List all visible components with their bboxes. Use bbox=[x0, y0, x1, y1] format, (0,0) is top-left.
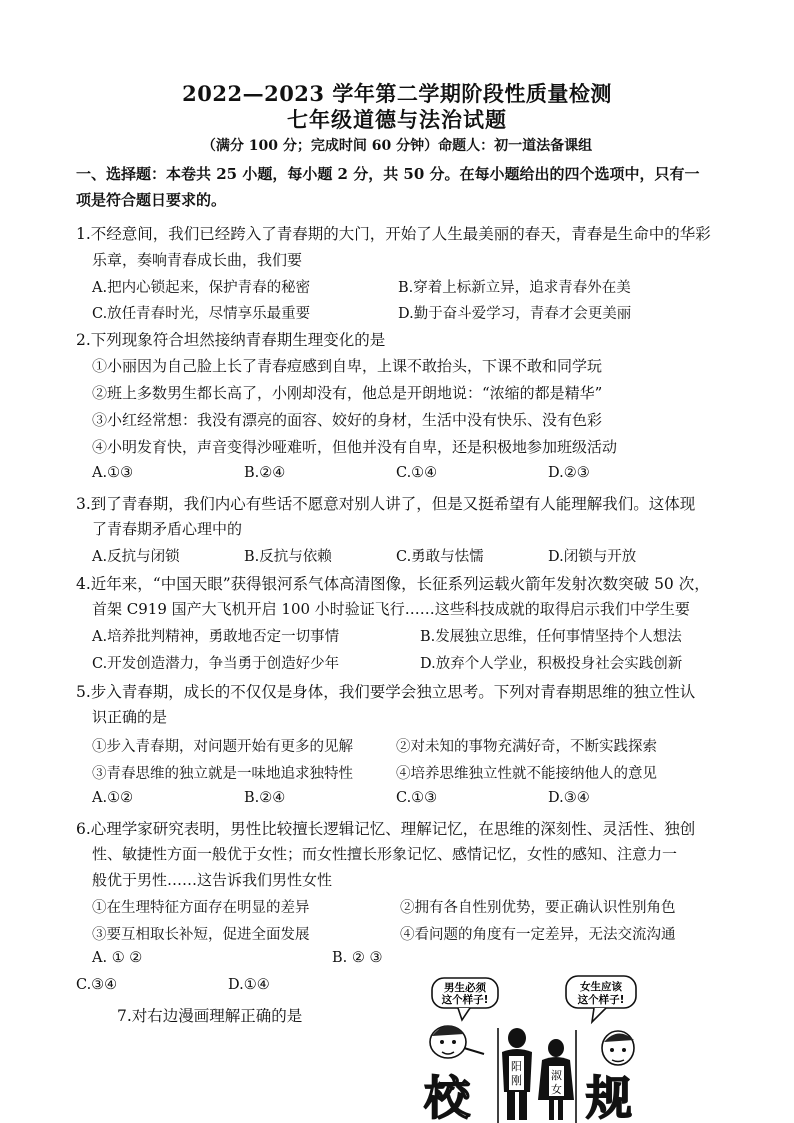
label-male-2: 刚 bbox=[511, 1074, 522, 1087]
question-5-option-c: C.①③ bbox=[396, 790, 438, 806]
question-4-stem-cont: 首架 C919 国产大飞机开启 100 小时验证飞行……这些科技成就的取得启示我们中学生要 bbox=[92, 600, 690, 618]
question-6-statement-2: ②拥有各自性别优势，要正确认识性别角色 bbox=[400, 900, 676, 916]
question-6-option-d: D.①④ bbox=[228, 977, 270, 993]
question-3-stem-cont: 了青春期矛盾心理中的 bbox=[92, 520, 243, 538]
question-1-option-b: B.穿着上标新立异，追求青春外在美 bbox=[398, 280, 631, 296]
cartoon-char-left: 校 bbox=[424, 1071, 470, 1123]
question-5-statement-3: ③青春思维的独立就是一味地追求独特性 bbox=[92, 766, 353, 782]
question-1-stem-cont: 乐章，奏响青春成长曲，我们要 bbox=[92, 251, 303, 269]
bubble-right-line-1: 女生应该 bbox=[580, 981, 622, 993]
question-5-stem-cont: 识正确的是 bbox=[92, 708, 168, 726]
bubble-left-line-1: 男生必须 bbox=[444, 982, 486, 994]
bubble-left-line-2: 这个样子! bbox=[441, 994, 489, 1006]
question-4-option-a: A.培养批判精神，勇敢地否定一切事情 bbox=[92, 629, 340, 645]
question-5-statement-4: ④培养思维独立性就不能接纳他人的意见 bbox=[396, 766, 657, 782]
teacher-figure-left bbox=[424, 1025, 484, 1123]
question-1-option-c: C.放任青春时光，尽情享乐最重要 bbox=[92, 306, 311, 322]
teacher-figure-right bbox=[586, 1031, 634, 1123]
cartoon-char-right: 规 bbox=[586, 1071, 632, 1123]
question-5-statement-1: ①步入青春期，对问题开始有更多的见解 bbox=[92, 739, 353, 755]
question-2-option-c: C.①④ bbox=[396, 465, 438, 481]
question-6-stem-cont-2: 般优于男性……这告诉我们男性女性 bbox=[92, 871, 333, 889]
speech-bubble-left bbox=[432, 978, 498, 1020]
question-4-stem: 4.近年来，“中国天眼”获得银河系气体高清图像，长征系列运载火箭年发射次数突破 50 次， bbox=[76, 575, 710, 593]
question-4-option-c: C.开发创造潜力，争当勇于创造好少年 bbox=[92, 656, 340, 672]
exam-title: 2022—2023 学年第二学期阶段性质量检测 bbox=[182, 81, 612, 106]
question-1-option-d: D.勤于奋斗爱学习，青春才会更美丽 bbox=[398, 306, 632, 322]
question-6-stem: 6.心理学家研究表明，男性比较擅长逻辑记忆、理解记忆，在思维的深刻性、灵活性、独创 bbox=[76, 820, 696, 838]
question-6-statement-3: ③要互相取长补短，促进全面发展 bbox=[92, 927, 310, 943]
question-6-option-c: C.③④ bbox=[76, 977, 118, 993]
question-2-stem: 2.下列现象符合坦然接纳青春期生理变化的是 bbox=[76, 331, 386, 349]
question-3-option-b: B.反抗与依赖 bbox=[244, 549, 332, 565]
section-intro-line-2: 项是符合题日要求的。 bbox=[76, 191, 227, 209]
question-3-stem: 3.到了青春期，我们内心有些话不愿意对别人讲了，但是又挺希望有人能理解我们。这体现 bbox=[76, 495, 696, 513]
label-female-1: 淑 bbox=[551, 1069, 562, 1082]
question-2-statement-3: ③小红经常想：我没有漂亮的面容、姣好的身材，生活中没有快乐、没有色彩 bbox=[92, 411, 603, 429]
question-6-option-a: A. ① ② bbox=[92, 950, 143, 966]
question-6-stem-cont-1: 性、敏捷性方面一般优于女性；而女性擅长形象记忆、感情记忆，女性的感知、注意力一 bbox=[92, 845, 678, 863]
question-7-stem: 7.对右边漫画理解正确的是 bbox=[117, 1007, 303, 1025]
question-2-statement-1: ①小丽因为自己脸上长了青春痘感到自卑，上课不敢抬头，下课不敢和同学玩 bbox=[92, 357, 603, 375]
question-4-option-b: B.发展独立思维，任何事情坚持个人想法 bbox=[420, 629, 682, 645]
question-5-option-d: D.③④ bbox=[548, 790, 590, 806]
question-3-option-a: A.反抗与闭锁 bbox=[92, 549, 180, 565]
male-figure bbox=[498, 1028, 532, 1123]
exam-meta: （满分 100 分；完成时间 60 分钟）命题人：初一道法备课组 bbox=[201, 138, 593, 154]
female-figure bbox=[538, 1030, 576, 1123]
question-6-statement-4: ④看问题的角度有一定差异，无法交流沟通 bbox=[400, 927, 676, 943]
question-2-option-d: D.②③ bbox=[548, 465, 590, 481]
section-intro-line-1: 一、选择题：本卷共 25 小题，每小题 2 分，共 50 分。在每小题给出的四个选项中，只有一 bbox=[76, 165, 700, 183]
question-2-statement-4: ④小明发育快，声音变得沙哑难听，但他并没有自卑，还是积极地参加班级活动 bbox=[92, 438, 618, 456]
question-3-option-c: C.勇敢与怯懦 bbox=[396, 549, 484, 565]
question-5-statement-2: ②对未知的事物充满好奇，不断实践探索 bbox=[396, 739, 657, 755]
question-2-option-a: A.①③ bbox=[92, 465, 134, 481]
speech-bubble-right bbox=[566, 976, 636, 1022]
question-2-option-b: B.②④ bbox=[244, 465, 286, 481]
question-5-option-a: A.①② bbox=[92, 790, 134, 806]
question-3-option-d: D.闭锁与开放 bbox=[548, 549, 637, 565]
question-4-option-d: D.放弃个人学业，积极投身社会实践创新 bbox=[420, 656, 683, 672]
label-male-1: 阳 bbox=[511, 1060, 522, 1073]
question-1-stem: 1.不经意间，我们已经跨入了青春期的大门，开始了人生最美丽的春天，青春是生命中的华彩 bbox=[76, 225, 711, 243]
exam-subtitle: 七年级道德与法治试题 bbox=[287, 107, 507, 132]
cartoon-illustration bbox=[418, 972, 664, 1123]
label-female-2: 女 bbox=[551, 1083, 562, 1096]
question-6-option-b: B. ② ③ bbox=[332, 950, 383, 966]
question-5-option-b: B.②④ bbox=[244, 790, 286, 806]
question-1-option-a: A.把内心锁起来，保护青春的秘密 bbox=[92, 280, 311, 296]
bubble-right-line-2: 这个样子! bbox=[577, 994, 625, 1006]
question-5-stem: 5.步入青春期，成长的不仅仅是身体，我们要学会独立思考。下列对青春期思维的独立性认 bbox=[76, 683, 696, 701]
question-6-statement-1: ①在生理特征方面存在明显的差异 bbox=[92, 900, 310, 916]
question-2-statement-2: ②班上多数男生都长高了，小刚却没有，他总是开朗地说：“浓缩的都是精华” bbox=[92, 384, 603, 402]
